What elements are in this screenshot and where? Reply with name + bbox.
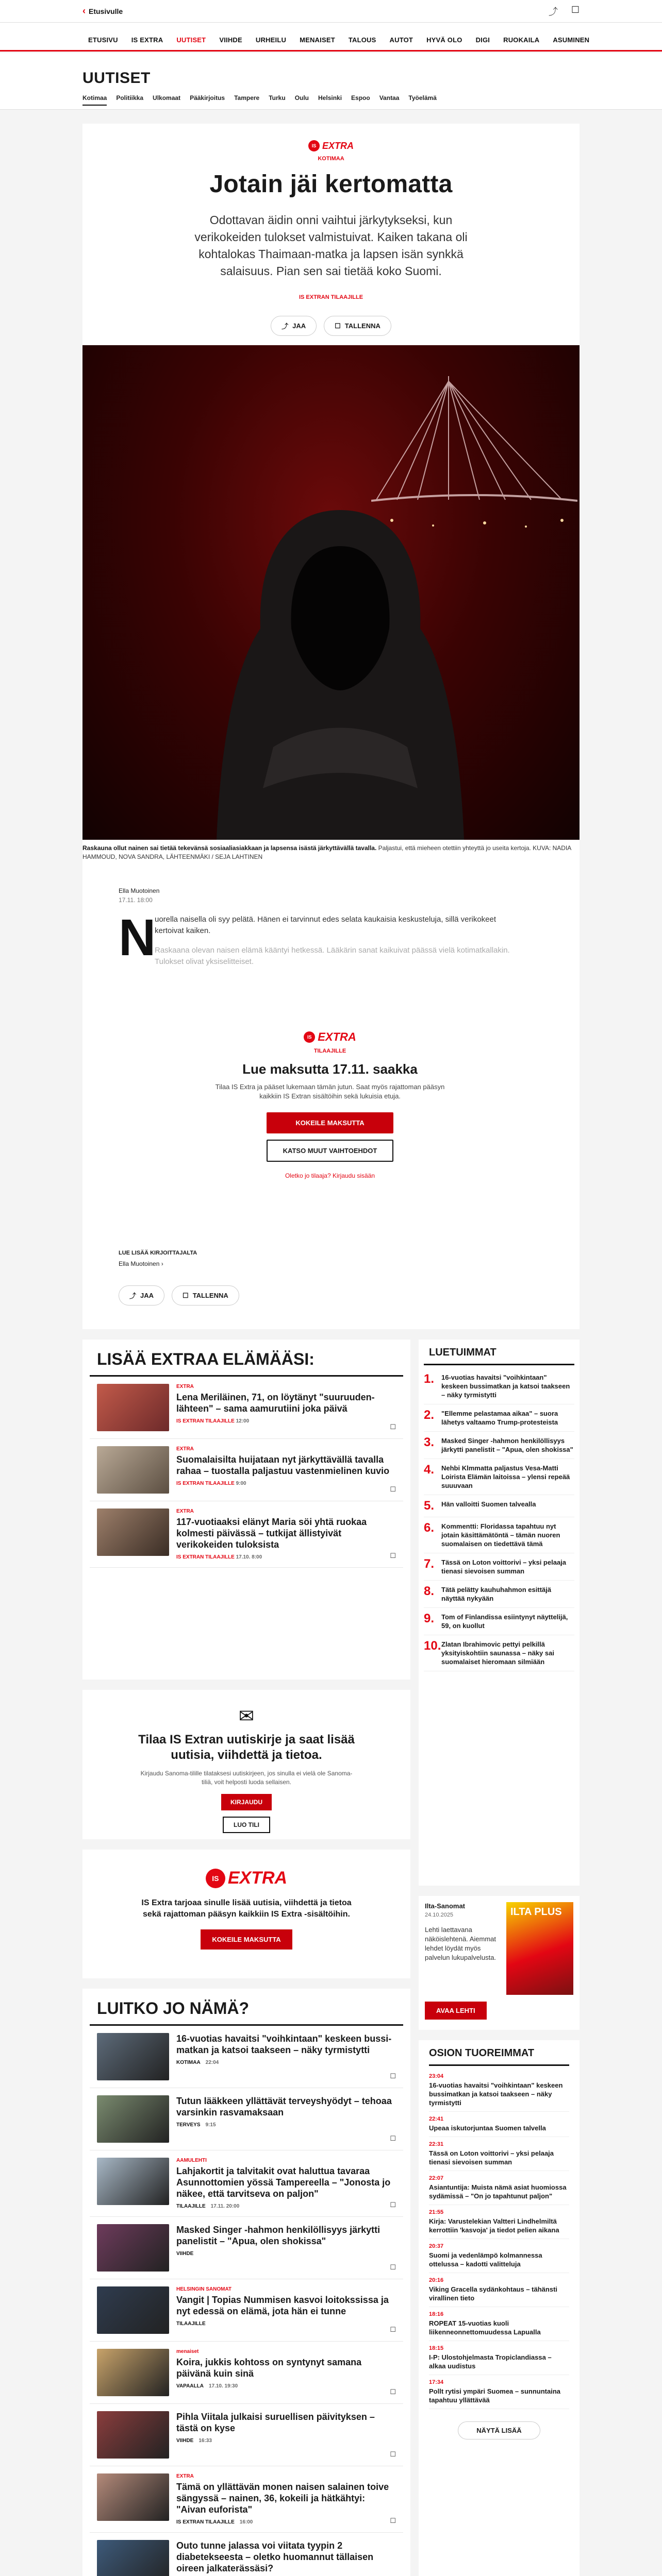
share-icon: ⤴ — [282, 323, 289, 330]
list-item[interactable] — [90, 2342, 403, 2404]
latest-time: 21:55 — [429, 2209, 444, 2215]
main-nav — [0, 23, 662, 52]
item-time: 22:04 — [205, 2060, 219, 2065]
read-these-block — [82, 1989, 410, 2576]
item-headline: Masked Singer -hahmon henkilöllisyys järkytti panelistit – "Apua, olen shokissa" — [176, 2225, 380, 2246]
publish-date: 17.11. 18:00 — [119, 896, 153, 904]
item-time: 12:00 — [236, 1418, 250, 1424]
most-read-headline: "Ellemme pelastamaa aikaa" – suora lähetys valtaamo Trump-protesteista — [441, 1410, 558, 1426]
nav-item-talous[interactable]: TALOUS — [348, 36, 376, 44]
thumbnail — [97, 2349, 169, 2396]
item-headline: Tämä on yllättävän monen naisen salainen toive sängyssä – nainen, 36, kokeili ja hätkähtyi: "Aivan euforista" — [176, 2482, 389, 2515]
item-headline: Lena Meriläinen, 71, on löytänyt "suuruuden-lähteen" – sama aamurutiini joka päivä — [176, 1392, 375, 1414]
latest-headline: I-P: Ulostohjelmasta Tropiclandiassa – alkaa uudistus — [429, 2353, 552, 2370]
thumbnail — [97, 1509, 169, 1556]
latest-headline: Asiantuntija: Muista nämä asiat huomiossa sydämissä – "On jo tapahtunut paljon" — [429, 2183, 567, 2200]
latest-title: OSION TUOREIMMAT — [429, 2040, 569, 2066]
latest-item[interactable] — [429, 2112, 569, 2137]
item-meta: IS EXTRAN TILAAJILLE — [176, 1418, 235, 1424]
tab-oulu[interactable]: Oulu — [294, 94, 309, 101]
section-title: UUTISET — [82, 70, 151, 87]
promo-text: IS Extra tarjoaa sinulle lisää uutisia, viihdettä ja tietoa sekä rajattoman pääsyn kaikkiin IS Extra -sisältöihin. — [141, 1899, 352, 1919]
latest-item[interactable] — [429, 2239, 569, 2273]
read-more-author — [119, 1250, 197, 1267]
thumbnail — [97, 2473, 169, 2521]
drop-cap: N — [119, 909, 156, 967]
latest-headline: 16-vuotias havaitsi "voihkintaan" keskeen bussimatkan ja katsoi taakseen – näky tyrmistytti — [429, 2081, 563, 2107]
item-meta: IS EXTRAN TILAAJILLE — [176, 1481, 235, 1486]
bookmark-icon[interactable]: ☐ — [390, 2134, 396, 2142]
caption-bold: Raskauna ollut nainen sai tietää tekevänsä sosiaaliasiakkaan ja lapsensa isästä järkyttävällä tavalla. — [82, 844, 377, 852]
latest-time: 23:04 — [429, 2073, 444, 2079]
bookmark-icon[interactable]: ☐ — [390, 2517, 396, 2524]
thumbnail — [97, 2411, 169, 2459]
most-read-headline: Masked Singer -hahmon henkilöllisyys järkytti panelistit – "Apua, olen shokissa" — [441, 1437, 573, 1453]
login-link[interactable]: Oletko jo tilaaja? Kirjaudu sisään — [285, 1172, 375, 1179]
is-badge-icon: IS — [308, 140, 320, 151]
most-read-item[interactable] — [424, 1495, 574, 1517]
item-headline: Koira, jukkis kohtoss on syntynyt samana päivänä kuin sinä — [176, 2357, 362, 2379]
item-tag: menaiset — [176, 2349, 199, 2354]
latest-item[interactable] — [429, 2069, 569, 2112]
most-read-item[interactable] — [424, 1459, 574, 1495]
share-label: JAA — [292, 322, 306, 330]
most-read-item[interactable] — [424, 1608, 574, 1635]
intro-faded-text: Raskaana olevan naisen elämä kääntyi hetkessä. Lääkärin sanat kaikuivat päässä vielä kotimatkallakin. Tulokset olivat yksiselitteiset. — [155, 946, 510, 966]
newsletter-title: Tilaa IS Extran uutiskirje ja saat lisää uutisia, viihdettä ja tietoa. — [138, 1733, 355, 1762]
latest-headline: ROPEAT 15-vuotias kuoli liikenneonnettomuudessa Lapualla — [429, 2319, 541, 2336]
nav-item-urheilu[interactable]: URHEILU — [255, 36, 287, 44]
most-read-title: LUETUIMMAT — [424, 1340, 574, 1365]
article-kicker: KOTIMAA — [318, 156, 344, 162]
tab-turku[interactable]: Turku — [269, 94, 286, 101]
rank-number: 10. — [424, 1639, 441, 1653]
bookmark-icon[interactable]: ☐ — [390, 1552, 396, 1560]
most-read-headline: Kommentti: Floridassa tapahtuu nyt jotain käsittämätöntä – tämän nuoren suomalaisen on tiedettävä tämä — [441, 1522, 560, 1548]
most-read-item[interactable] — [424, 1404, 574, 1432]
section-header — [0, 53, 662, 110]
rank-number: 9. — [424, 1612, 435, 1625]
envelope-icon: ✉ — [238, 1705, 255, 1726]
item-headline: Lahjakortit ja talvitakit ovat haluttua tavaraa Asunnottomien yössä Tampereella – "Jonosta jo näkee, että tarvitseva on paljon" — [176, 2166, 391, 2199]
thumbnail — [97, 2158, 169, 2205]
show-more-button[interactable]: NÄYTÄ LISÄÄ — [458, 2421, 540, 2439]
item-tag: HELSINGIN SANOMAT — [176, 2286, 232, 2292]
rank-number: 2. — [424, 1408, 435, 1422]
paywall-title: Lue maksutta 17.11. saakka — [242, 1061, 418, 1077]
tab-ulkomaat[interactable]: Ulkomaat — [153, 94, 181, 101]
most-read-item[interactable] — [424, 1368, 574, 1404]
latest-time: 22:07 — [429, 2175, 444, 2181]
latest-headline: Pollt rytisi ympäri Suomea – sunnuntaina tapahtuu yllättävää — [429, 2387, 561, 2404]
item-category: TILAAJILLE — [176, 2204, 206, 2209]
item-category: VIIHDE — [176, 2251, 194, 2257]
magazine-text: Lehti laettavana näköislehtenä. Aiemmat lehdet löydät myös palvelun lukupalvelusta. — [425, 1926, 496, 1961]
nav-item-is-extra[interactable]: IS EXTRA — [131, 36, 163, 44]
list-item[interactable] — [90, 2217, 403, 2279]
most-read-headline: 16-vuotias havaitsi "voihkintaan" keskeen bussimatkan ja katsoi taakseen – näky tyrmistytti — [441, 1374, 570, 1399]
latest-item[interactable] — [429, 2137, 569, 2171]
article-lead: Odottavan äidin onni vaihtui järkytykseksi, kun verikokeiden tulokset valmistuivat. Kaiken takana oli kohtalokas Thaimaan-matka ja lapsen isän synkkä salaisuus. Pian sen sai tietää koko Suomi. — [194, 213, 468, 278]
most-read-item[interactable] — [424, 1635, 574, 1671]
thumbnail — [97, 2286, 169, 2334]
latest-item[interactable] — [429, 2171, 569, 2205]
latest-time: 18:16 — [429, 2311, 444, 2317]
item-time: 17.10. 19:30 — [208, 2383, 238, 2389]
list-item[interactable] — [90, 1439, 403, 1501]
promo-logo — [206, 1868, 287, 1888]
most-read-headline: Tätä pelätty kauhuhahmon esittäjä näyttää nykyään — [441, 1586, 552, 1602]
nav-item-etusivu[interactable]: ETUSIVU — [88, 36, 118, 44]
thumbnail — [97, 2540, 169, 2576]
item-headline: 117-vuotiaaksi elänyt Maria söi yhtä ruokaa kolmesti päivässä – tutkijat ällistyivät verikokeiden tuloksista — [176, 1517, 367, 1550]
list-item[interactable] — [90, 2088, 403, 2150]
item-meta: IS EXTRAN TILAAJILLE — [176, 1554, 235, 1560]
rank-number: 1. — [424, 1372, 435, 1386]
latest-headline: Upeaa iskutorjuntaa Suomen talvella — [429, 2124, 546, 2132]
thumbnail — [97, 2095, 169, 2143]
create-account-button[interactable]: LUO TILI — [223, 1817, 270, 1833]
list-item[interactable] — [90, 2279, 403, 2342]
nav-item-hyva-olo[interactable]: HYVÄ OLO — [426, 36, 462, 44]
item-tag: EXTRA — [176, 1446, 194, 1452]
list-item[interactable] — [90, 2533, 403, 2576]
most-read-item[interactable] — [424, 1581, 574, 1608]
nav-item-menaiset[interactable]: MENAISET — [300, 36, 335, 44]
latest-item[interactable] — [429, 2341, 569, 2375]
extra-logo-text: EXTRA — [322, 140, 354, 151]
latest-headline: Tässä on Loton voittorivi – yksi pelaaja tienasi sievoisen summan — [429, 2149, 554, 2166]
top-bar — [0, 0, 662, 23]
rank-number: 8. — [424, 1584, 435, 1598]
most-read-item[interactable] — [424, 1517, 574, 1553]
most-read-headline: Tässä on Loton voittorivi – yksi pelaaja tienasi sievoisen summan — [441, 1558, 567, 1575]
promo-try-button[interactable]: KOKEILE MAKSUTTA — [201, 1929, 292, 1950]
bookmark-icon[interactable]: ☐ — [390, 1485, 396, 1493]
bookmark-icon[interactable]: ☐ — [390, 2450, 396, 2458]
item-headline: Tutun lääkkeen yllättävät terveyshyödyt – tehoaa varsinkin rasvamaksaan — [176, 2096, 392, 2117]
share-icon: ⤴ — [129, 1292, 137, 1300]
bookmark-icon[interactable]: ☐ — [390, 2388, 396, 2396]
latest-headline: Suomi ja vedenlämpö kolmannessa ottelussa – kadotti valitteluja — [429, 2251, 542, 2268]
magazine-title: Ilta-Sanomat — [425, 1902, 466, 1910]
magazine-widget — [419, 1896, 580, 2030]
paywall-logo-text: EXTRA — [318, 1030, 356, 1043]
more-extra-block — [82, 1340, 410, 1680]
bookmark-icon[interactable]: ☐ — [390, 2201, 396, 2209]
paywall-text: Tilaa IS Extra ja pääset lukemaan tämän jutun. Saat myös rajattoman pääsyn kaikkiin IS Extran sisältöihin sekä lukuisia etuja. — [215, 1083, 445, 1100]
latest-item[interactable] — [429, 2375, 569, 2409]
read-more-label: LUE LISÄÄ KIRJOITTAJALTA — [119, 1250, 197, 1256]
share-icon[interactable]: ⤴ — [548, 6, 558, 17]
save-label: TALLENNA — [344, 322, 380, 330]
most-read-headline: Nehbi Klmmatta paljastus Vesa-Matti Loirista Elämän laitoissa – ylensi repeää suuuvaan — [441, 1464, 570, 1489]
item-tag: EXTRA — [176, 1384, 194, 1389]
save-button-bottom[interactable] — [172, 1285, 239, 1306]
item-category: KOTIMAA — [176, 2060, 201, 2065]
item-category: TERVEYS — [176, 2122, 201, 2128]
share-button-bottom[interactable] — [119, 1285, 164, 1306]
image-caption — [82, 844, 580, 861]
nav-item-autot[interactable]: AUTOT — [389, 36, 413, 44]
author-block — [119, 887, 159, 904]
bookmark-icon[interactable]: ☐ — [571, 4, 580, 15]
save-button[interactable] — [324, 316, 391, 336]
hooded-figure — [211, 500, 469, 840]
nav-item-ruokaila[interactable]: RUOKAILA — [503, 36, 540, 44]
latest-item[interactable] — [429, 2273, 569, 2307]
item-category: VIIHDE — [176, 2438, 194, 2444]
bookmark-icon[interactable]: ☐ — [390, 2326, 396, 2333]
item-headline: Vangit | Topias Nummisen kasvoi loitokssissa ja nyt edessä on elämä, jota hän ei tunne — [176, 2295, 389, 2316]
rank-number: 6. — [424, 1521, 435, 1535]
chevron-left-icon: ‹ — [82, 6, 86, 16]
item-time: 9:00 — [236, 1481, 246, 1486]
nav-item-digi[interactable]: DIGI — [475, 36, 490, 44]
latest-item[interactable] — [429, 2205, 569, 2239]
cover-title: ILTA PLUS — [510, 1906, 562, 1918]
bookmark-icon[interactable]: ☐ — [390, 1423, 396, 1431]
author-name[interactable]: Ella Muotoinen — [119, 887, 160, 894]
caption-text: Paljastui, että mieheen otettiin yhteyttä jo useita kertoja. KUVA: NADIA HAMMOUD, NOVA SANDRA, LÄHTEENMÄKI / SEJA LAHTINEN — [82, 844, 571, 860]
is-extra-promo — [82, 1850, 410, 1978]
bookmark-icon[interactable]: ☐ — [390, 2072, 396, 2080]
article-title: Jotain jäi kertomatta — [209, 171, 453, 198]
more-extra-title: LISÄÄ EXTRAA ELÄMÄÄSI: — [90, 1340, 403, 1377]
latest-time: 22:31 — [429, 2141, 444, 2147]
item-time: 9:15 — [205, 2122, 216, 2128]
latest-time: 20:37 — [429, 2243, 444, 2249]
newsletter-text: Kirjaudu Sanoma-tilille tilataksesi uutiskirjeen, jos sinulla ei vielä ole Sanoma-tiliä, voit helposti luoda sellaisen. — [140, 1770, 353, 1786]
try-free-button[interactable]: KOKEILE MAKSUTTA — [267, 1112, 393, 1133]
tab-kotimaa[interactable]: Kotimaa — [82, 94, 107, 106]
bookmark-icon: ☐ — [335, 321, 341, 330]
rank-number: 3. — [424, 1435, 435, 1449]
tab-vantaa[interactable]: Vantaa — [379, 94, 400, 101]
paywall — [211, 1030, 449, 1179]
item-time: 17.10. 8:00 — [236, 1554, 262, 1560]
latest-time: 18:15 — [429, 2345, 444, 2351]
nav-item-asuminen[interactable]: ASUMINEN — [553, 36, 590, 44]
most-read-headline: Tom of Finlandissa esiintynyt näyttelijä, 59, on kuollut — [441, 1613, 568, 1630]
most-read-item[interactable] — [424, 1432, 574, 1459]
magazine-date: 24.10.2025 — [425, 1912, 454, 1918]
other-options-button[interactable]: KATSO MUUT VAIHTOEHDOT — [267, 1140, 393, 1162]
back-link[interactable] — [82, 6, 123, 16]
open-magazine-button[interactable]: AVAA LEHTI — [425, 2002, 487, 2020]
list-item[interactable] — [90, 2466, 403, 2533]
is-extra-logo — [308, 140, 354, 151]
rank-number: 5. — [424, 1499, 435, 1513]
latest-time: 22:41 — [429, 2116, 444, 2122]
hero-image — [82, 345, 580, 840]
list-item[interactable] — [90, 1377, 403, 1439]
item-time: 16:00 — [239, 2519, 253, 2525]
item-tag: EXTRA — [176, 2473, 194, 2479]
nav-item-viihde[interactable]: VIIHDE — [219, 36, 242, 44]
paywall-logo — [304, 1030, 356, 1044]
paywall-kicker: TILAAJILLE — [313, 1048, 346, 1054]
most-read-headline: Zlatan Ibrahimovic pettyi pelkillä yksityiskohtiin saunassa – näky sai suomalaiset hieromaan silmiään — [441, 1640, 554, 1666]
latest-headline: Viking Gracella sydänkohtaus – tähänsti virallinen tieto — [429, 2285, 558, 2302]
login-button[interactable]: KIRJAUDU — [221, 1794, 272, 1810]
is-badge-icon: IS — [304, 1031, 315, 1043]
tab-tampere[interactable]: Tampere — [234, 94, 260, 101]
tab-paakirjoitus[interactable]: Pääkirjoitus — [190, 94, 225, 101]
tab-tyoelama[interactable]: Työelämä — [408, 94, 437, 101]
share-button[interactable] — [271, 316, 317, 336]
tab-helsinki[interactable]: Helsinki — [318, 94, 342, 101]
article-intro — [155, 914, 510, 968]
magazine-cover[interactable] — [506, 1902, 573, 1995]
item-category: VAPAALLA — [176, 2383, 204, 2389]
list-item[interactable] — [90, 2150, 403, 2217]
intro-text: uorella naisella oli syy pelätä. Hänen ei tarvinnut edes selata kaukaisia keskusteluja, sillä verikokeet kertoivat kaiken. — [155, 915, 496, 935]
list-item[interactable] — [90, 2026, 403, 2088]
most-read-item[interactable] — [424, 1553, 574, 1581]
article-access-label: IS EXTRAN TILAAJILLE — [299, 294, 363, 300]
item-time: 16:33 — [198, 2438, 212, 2444]
list-item[interactable] — [90, 2404, 403, 2466]
thumbnail — [97, 2033, 169, 2080]
most-read-headline: Hän valloitti Suomen talvealla — [441, 1500, 536, 1508]
read-more-author-link[interactable]: Ella Muotoinen › — [119, 1260, 163, 1267]
thumbnail — [97, 2224, 169, 2272]
latest-time: 17:34 — [429, 2379, 444, 2385]
item-category: IS EXTRAN TILAAJILLE — [176, 2519, 235, 2525]
rank-number: 4. — [424, 1463, 435, 1477]
item-headline: Suomalaisilta huijataan nyt järkyttävällä tavalla rahaa – tuostalla paljastuu vastenmielinen kuvio — [176, 1454, 390, 1476]
share-label: JAA — [140, 1292, 154, 1299]
save-label: TALLENNA — [192, 1292, 228, 1299]
thumbnail — [97, 1384, 169, 1431]
rank-number: 7. — [424, 1557, 435, 1571]
item-time: 17.11. 20:00 — [210, 2204, 240, 2209]
is-badge-icon: IS — [206, 1869, 225, 1888]
read-these-title: LUITKO JO NÄMÄ? — [90, 1989, 403, 2026]
latest-time: 20:16 — [429, 2277, 444, 2283]
list-item[interactable] — [90, 1501, 403, 1568]
tab-espoo[interactable]: Espoo — [351, 94, 370, 101]
latest-item[interactable] — [429, 2307, 569, 2341]
tab-politiikka[interactable]: Politiikka — [116, 94, 144, 101]
item-headline: Pihla Viitala julkaisi suruellisen päivityksen – tästä on kyse — [176, 2412, 375, 2433]
most-read-sidebar — [419, 1340, 580, 1886]
item-category: TILAAJILLE — [176, 2321, 206, 2327]
back-label: Etusivulle — [89, 7, 123, 15]
newsletter-signup — [82, 1690, 410, 1839]
latest-headline: Kirja: Varustelekian Valtteri Lindhelmiltä kerrottiin 'kasvoja' ja tiedot pelien aikana — [429, 2217, 559, 2234]
article — [82, 124, 580, 1329]
item-tag: AAMULEHTI — [176, 2158, 207, 2163]
item-headline: 16-vuotias havaitsi "voihkintaan" keskeen bussi-matkan ja katsoi taakseen – näky tyrmistytti — [176, 2033, 392, 2055]
nav-item-uutiset[interactable]: UUTISET — [170, 36, 212, 52]
promo-logo-text: EXTRA — [227, 1868, 288, 1888]
item-tag: EXTRA — [176, 1509, 194, 1514]
latest-sidebar — [419, 2040, 580, 2576]
thumbnail — [97, 1446, 169, 1494]
bookmark-icon[interactable]: ☐ — [390, 2263, 396, 2271]
item-headline: Outo tunne jalassa voi viitata tyypin 2 diabetekseesta – oletko huomannut tällaisen oireen jalkaterässäsi? — [176, 2540, 374, 2573]
bookmark-icon: ☐ — [183, 1291, 189, 1299]
